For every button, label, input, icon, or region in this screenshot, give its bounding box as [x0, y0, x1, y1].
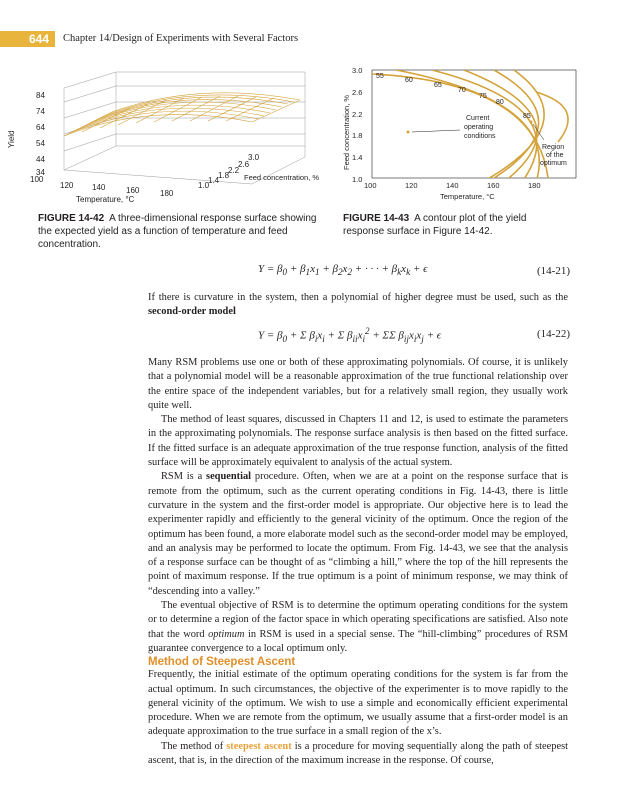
page-header — [0, 0, 639, 48]
response-surface-mesh — [64, 93, 300, 136]
paragraph-steepest-ascent: The method of steepest ascent is a procedure for moving sequentially along the path of steepest ascent, that is, in the direction of the maximum increase in the response. Of course, — [148, 740, 568, 767]
temperature-tick: 160 — [126, 186, 140, 195]
feed-tick: 1.4 — [352, 153, 363, 162]
temperature-tick: 160 — [487, 181, 500, 190]
yield-tick: 54 — [36, 139, 45, 148]
feed-tick: 1.0 — [198, 181, 210, 190]
figure-14-42-caption — [38, 212, 323, 251]
steepest-ascent-term: steepest ascent — [226, 740, 292, 752]
feed-tick: 1.0 — [352, 175, 363, 184]
page-number: 644 — [0, 31, 55, 47]
feed-tick: 2.2 — [228, 166, 240, 175]
temperature-tick: 180 — [160, 189, 174, 198]
temperature-tick: 120 — [60, 181, 74, 190]
equation-14-21-number: (14-21) — [537, 265, 570, 277]
temperature-tick: 100 — [364, 181, 377, 190]
figure-14-43-contour-plot — [336, 62, 586, 210]
equation-14-21: $Y = \beta_0 + \beta_1x_1 + \beta_2x_2$ + · · · + $\beta_kx_k + \epsilon$ — [258, 263, 428, 278]
equation-14-22-number: (14-22) — [537, 328, 570, 340]
paragraph-rsm-problems: Many RSM problems use one or both of these approximating polynomials. Of course, it is unlikely that a polynomial model will be a reasonable approximation of the true functional relationship over the entire space of the independent variables, but for a relatively small region, they usually work quite well. — [148, 357, 568, 411]
paragraph-least-squares: The method of least squares, discussed in Chapters 11 and 12, is used to estimate the parameters in the approximating polynomials. The response surface analysis is then based on the fitted surface. If the fitted surface is an adequate approximation of the true response function, analysis of the fitted surface will be approximately equivalent to analysis of the actual system. — [148, 414, 568, 469]
optimum-term: optimum — [208, 628, 245, 640]
temperature-tick: 140 — [446, 181, 459, 190]
contour-label: 75 — [479, 93, 487, 100]
figure-14-42-label: FIGURE 14-42 — [38, 213, 105, 224]
contour-label: 80 — [496, 99, 504, 106]
temperature-tick: 180 — [528, 181, 541, 190]
annotation-region-line3: optimum — [540, 160, 567, 167]
yield-tick: 84 — [36, 91, 45, 100]
contour-label: 60 — [405, 77, 413, 84]
temperature-axis-label: Temperature, °C — [76, 195, 135, 204]
annotation-current-line2: operating — [464, 124, 494, 131]
figure-14-42-surface-plot — [0, 62, 320, 210]
annotation-current-line3: conditions — [464, 133, 496, 140]
temperature-tick: 100 — [30, 175, 44, 184]
figure-14-43-caption — [343, 212, 558, 238]
temperature-axis-label: Temperature, °C — [440, 192, 495, 201]
sequential-term: sequential — [206, 471, 252, 483]
yield-tick: 44 — [36, 155, 45, 164]
second-order-model-term: second-order model — [148, 306, 236, 318]
optimum-point — [530, 121, 533, 124]
yield-tick: 64 — [36, 123, 45, 132]
contour-label: 55 — [376, 73, 384, 80]
paragraph-sequential: RSM is a sequential procedure. Often, when we are at a point on the response surface that is remote from the optimum, such as the current operating conditions in Fig. 14-43, there is little curvature in the system and the first-order model is appropriate. Our objective here is to lead the experimenter rapidly and efficiently to the general vicinity of the optimum. Once the region of the optimum has been found, a more elaborate model such as the second-order model may be employed, and an analysis may be performed to locate the optimum. From Fig. 14-43, we see that the analysis of a response surface can be thought of as “climbing a hill,” where the top of the hill represents the point of maximum response. If the true optimum is a point of minimum response, we may think of “descending into a valley.” — [148, 471, 568, 597]
feed-tick: 2.6 — [352, 88, 363, 97]
temperature-tick: 140 — [92, 183, 106, 192]
feed-tick: 2.6 — [238, 160, 250, 169]
feed-tick: 1.8 — [352, 131, 363, 140]
feed-tick: 3.0 — [352, 66, 363, 75]
section-heading-steepest-ascent: Method of Steepest Ascent — [148, 656, 296, 669]
yield-axis-label: Yield — [7, 130, 16, 148]
equation-14-22: $Y = \beta_0 + \Sigma$ $\beta_ix_i + \Sigma$ $\beta_{ii}x_i^2 + \Sigma\Sigma$ $\beta_{ij}x_ix_j + \epsilon$ — [258, 326, 442, 344]
feed-tick: 1.8 — [218, 171, 230, 180]
current-annotation-arrow — [412, 130, 460, 132]
figure-14-42-caption-text: A three-dimensional response surface showing the expected yield as a function of temperature and feed concentration. — [38, 213, 317, 250]
chapter-title: Chapter 14/Design of Experiments with Several Factors — [63, 33, 299, 44]
contour-label: 65 — [434, 82, 442, 89]
annotation-region-line1: Region — [542, 144, 565, 151]
annotation-current-line1: Current — [466, 115, 490, 122]
current-conditions-point — [407, 131, 410, 134]
paragraph-curvature — [148, 291, 568, 320]
contour-label: 85 — [523, 113, 531, 120]
yield-tick: 74 — [36, 107, 45, 116]
figure-14-43-caption-text: A contour plot of the yield response surface in Figure 14-42. — [343, 213, 527, 237]
feed-tick: 3.0 — [248, 153, 260, 162]
paragraph-initial-estimate: Frequently, the initial estimate of the optimum operating conditions for the system is far from the actual optimum. In such circumstances, the objective of the experimenter is to move rapidly to the general vicinity of the optimum. We wish to use a simple and economically efficient experimental procedure. When we are remote from the optimum, we usually assume that a first-order model is an adequate approximation to the true surface in a small region of the x’s. — [148, 669, 568, 738]
feed-tick: 2.2 — [352, 110, 363, 119]
annotation-region-line2: of the — [546, 152, 564, 159]
temperature-tick: 120 — [405, 181, 418, 190]
contour-labels — [376, 73, 531, 120]
feed-axis-label: Feed concentration, % — [244, 173, 320, 182]
contour-label: 70 — [458, 87, 466, 94]
body-text — [148, 356, 568, 768]
paragraph-curvature-text: If there is curvature in the system, then a polynomial of higher degree must be used, such as the — [148, 292, 568, 303]
paragraph-eventual-objective: The eventual objective of RSM is to determine the optimum operating conditions for the system or to determine a region of the factor space in which operating specifications are satisfied. Also note that the word optimum in RSM is used in a special sense. The “hill-climbing” procedures of RSM guarantee convergence to a local optimum only. — [148, 600, 568, 654]
yield-tick: 34 — [36, 168, 45, 177]
feed-concentration-axis-label: Feed concentration, % — [342, 94, 351, 170]
feed-tick: 1.4 — [208, 176, 220, 185]
figure-14-43-label: FIGURE 14-43 — [343, 213, 410, 224]
